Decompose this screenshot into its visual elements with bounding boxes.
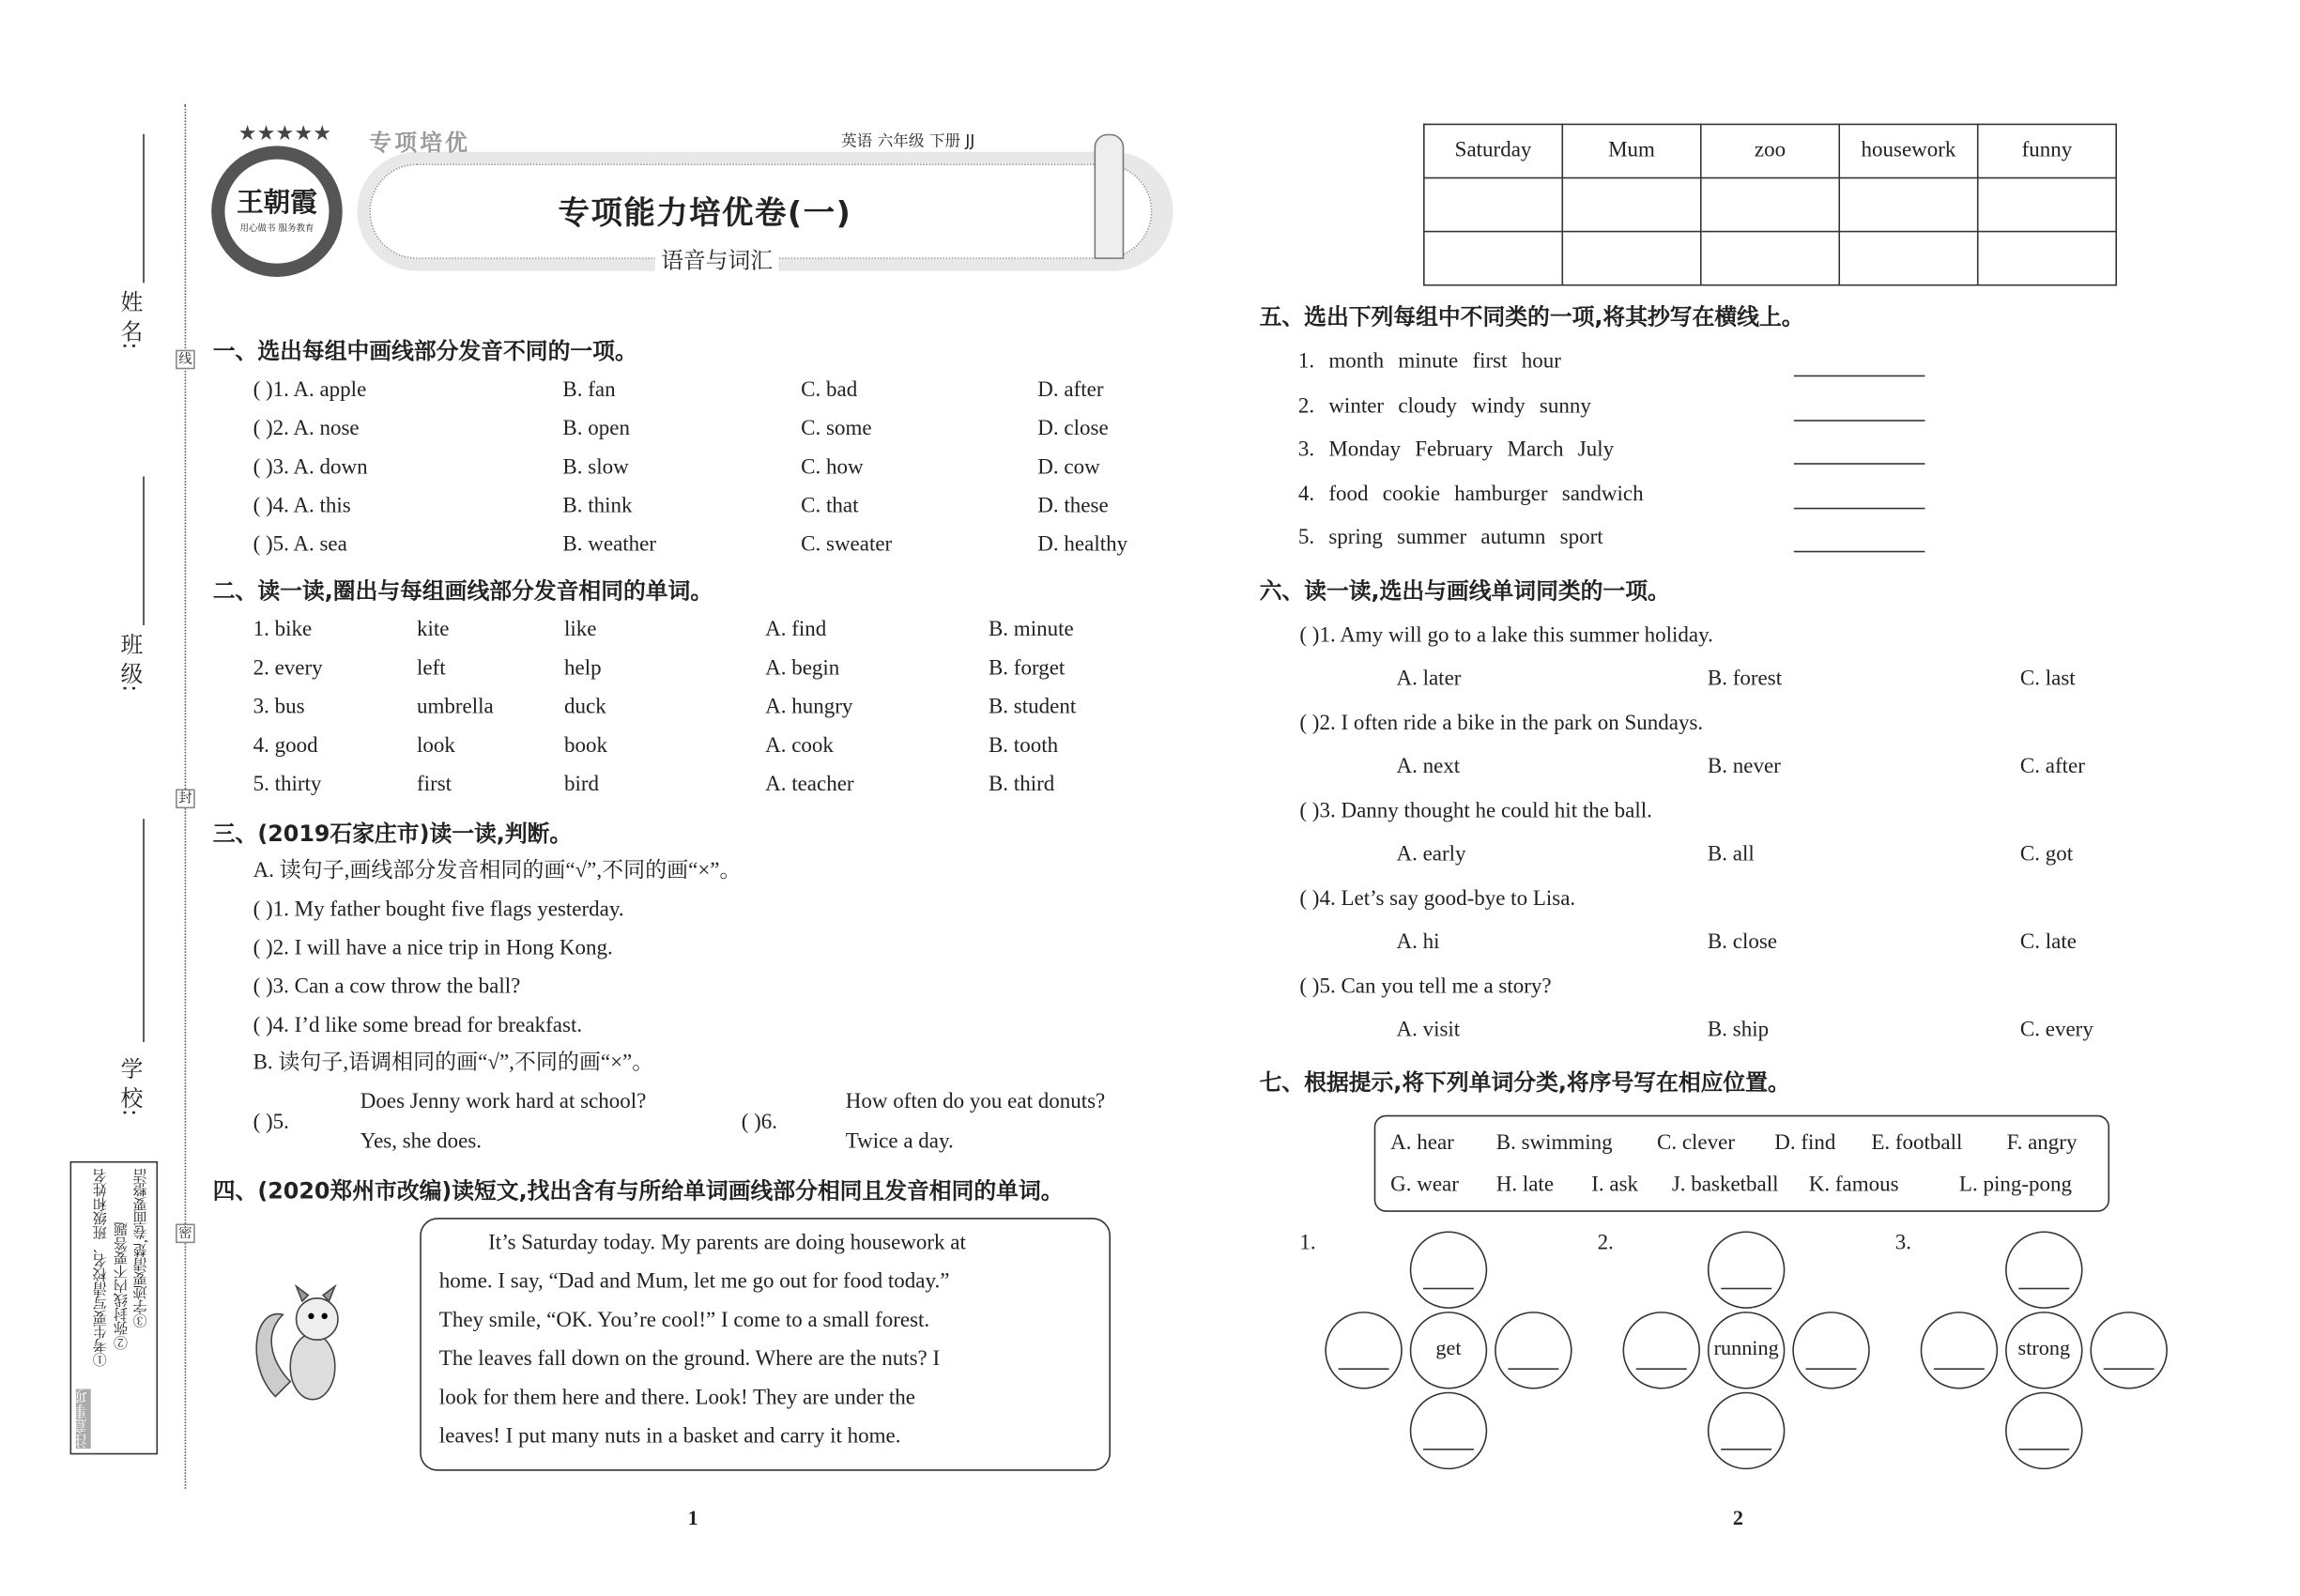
option[interactable]: A. visit xyxy=(1396,1018,1461,1043)
series-label: 专项培优 xyxy=(369,129,471,157)
answer-circle[interactable] xyxy=(1708,1392,1785,1469)
option[interactable]: C. some xyxy=(801,417,872,441)
option[interactable]: C. last xyxy=(2019,667,2076,691)
option[interactable]: A. next xyxy=(1396,755,1461,779)
word-bank-item: D. find xyxy=(1774,1131,1836,1156)
option[interactable]: B. all xyxy=(1707,842,1755,867)
word-bank-item: C. clever xyxy=(1656,1131,1736,1156)
answer-circle[interactable] xyxy=(1325,1312,1402,1389)
word-option[interactable]: B. student xyxy=(988,695,1077,719)
option[interactable]: B. weather xyxy=(562,532,657,558)
passage-line: They smile, “OK. You’re cool!” I come to a small forest. xyxy=(438,1308,930,1333)
answer-circle[interactable] xyxy=(1708,1231,1785,1308)
answer-circle[interactable] xyxy=(2005,1231,2082,1308)
answer-cell[interactable] xyxy=(1562,178,1700,232)
center-word: running xyxy=(1708,1312,1785,1389)
table-header: Mum xyxy=(1562,124,1700,177)
group-number: 3. xyxy=(1894,1231,1911,1255)
option[interactable]: C. how xyxy=(801,455,864,480)
question-option: ( )5. A. sea xyxy=(253,532,347,558)
answer-cell[interactable] xyxy=(1978,232,2116,285)
word-option[interactable]: A. begin xyxy=(765,656,840,681)
question: ( )4. Let’s say good-bye to Lisa. xyxy=(1299,887,1576,912)
odd-one-item: 3. Monday February March July xyxy=(1297,437,1615,462)
answer-blank[interactable] xyxy=(1794,419,1925,421)
question-option: ( )4. A. this xyxy=(253,494,351,518)
word-option: 1. bike xyxy=(253,618,313,642)
table-header: Saturday xyxy=(1424,124,1562,177)
section-heading: 二、读一读,圈出与每组画线部分发音相同的单词。 xyxy=(212,577,713,605)
notice-title: 注意事项 xyxy=(74,1389,91,1449)
answer-circle[interactable] xyxy=(2090,1312,2167,1389)
judge-item: ( )1. My father bought five flags yesterday. xyxy=(253,898,624,922)
dialog-line: Does Jenny work hard at school? xyxy=(360,1089,647,1114)
dialog-line: Yes, she does. xyxy=(360,1129,483,1154)
answer-cell[interactable] xyxy=(1424,232,1562,285)
question-option: ( )1. A. apple xyxy=(253,377,367,403)
word-option: left xyxy=(417,656,446,681)
option[interactable]: C. got xyxy=(2019,842,2074,867)
lighthouse-icon xyxy=(1095,134,1125,259)
judge-item: ( )6. xyxy=(741,1111,778,1135)
word-option: first xyxy=(417,773,452,797)
word-option[interactable]: B. minute xyxy=(988,618,1074,642)
option[interactable]: B. ship xyxy=(1707,1018,1770,1043)
answer-cell[interactable] xyxy=(1839,232,1977,285)
word-bank-item: H. late xyxy=(1495,1173,1555,1197)
option[interactable]: B. close xyxy=(1707,930,1777,955)
option[interactable]: C. every xyxy=(2019,1018,2093,1043)
dialog-line: How often do you eat donuts? xyxy=(845,1089,1106,1114)
section-heading: 四、(2020郑州市改编)读短文,找出含有与所给单词画线部分相同且发音相同的单词。 xyxy=(212,1177,1064,1205)
option[interactable]: D. these xyxy=(1037,494,1109,518)
option[interactable]: C. late xyxy=(2019,930,2077,955)
option[interactable]: D. healthy xyxy=(1037,532,1128,558)
answer-cell[interactable] xyxy=(1978,178,2116,232)
word-option: 2. every xyxy=(253,656,323,681)
odd-one-item: 4. food cookie hamburger sandwich xyxy=(1297,482,1644,506)
odd-one-item: 2. winter cloudy windy sunny xyxy=(1297,393,1591,418)
question-option: ( )3. A. down xyxy=(253,455,368,480)
answer-cell[interactable] xyxy=(1701,178,1839,232)
seal-char: 密 xyxy=(176,1224,195,1244)
option[interactable]: D. cow xyxy=(1037,455,1100,480)
table-header: zoo xyxy=(1701,124,1839,177)
word-option[interactable]: B. forget xyxy=(988,656,1066,681)
option[interactable]: B. open xyxy=(562,417,630,441)
word-option: help xyxy=(564,656,602,681)
passage-line: home. I say, “Dad and Mum, let me go out for food today.” xyxy=(438,1269,950,1295)
word-option[interactable]: A. teacher xyxy=(765,773,854,797)
answer-circle[interactable] xyxy=(1410,1392,1487,1469)
answer-circle[interactable] xyxy=(1495,1312,1572,1389)
answer-circle[interactable] xyxy=(1921,1312,1998,1389)
seal-char: 线 xyxy=(176,350,195,370)
passage-line: The leaves fall down on the ground. Where are the nuts? I xyxy=(438,1347,941,1372)
word-option[interactable]: A. hungry xyxy=(765,695,853,719)
word-option[interactable]: B. tooth xyxy=(988,733,1059,759)
answer-circle[interactable] xyxy=(1623,1312,1700,1389)
answer-blank[interactable] xyxy=(1794,551,1925,553)
page-subtitle: 语音与词汇 xyxy=(655,250,779,272)
group-number: 2. xyxy=(1597,1231,1614,1255)
word-table xyxy=(1423,124,2117,286)
word-bank-item: K. famous xyxy=(1808,1173,1899,1197)
word-bank-item: J. basketball xyxy=(1671,1173,1779,1197)
center-word: get xyxy=(1410,1312,1487,1389)
subject-info: 英语 六年级 下册 JJ xyxy=(840,132,975,151)
word-bank xyxy=(1374,1115,2109,1212)
option[interactable]: B. forest xyxy=(1707,667,1783,691)
word-option: 5. thirty xyxy=(253,773,322,797)
page-number: 1 xyxy=(687,1508,698,1531)
answer-blank[interactable] xyxy=(1794,376,1925,377)
instruction: A. 读句子,画线部分发音相同的画“√”,不同的画“×”。 xyxy=(253,859,742,883)
option[interactable]: C. bad xyxy=(801,377,858,403)
word-option: umbrella xyxy=(417,695,494,719)
section-heading: 六、读一读,选出与画线单词同类的一项。 xyxy=(1259,577,1670,605)
section-heading: 三、(2019石家庄市)读一读,判断。 xyxy=(212,820,573,848)
word-bank-item: B. swimming xyxy=(1495,1131,1613,1156)
question: ( )2. I often ride a bike in the park on Sundays. xyxy=(1299,712,1704,736)
word-option: duck xyxy=(564,695,606,719)
word-option[interactable]: A. cook xyxy=(765,733,834,759)
table-header: housework xyxy=(1839,124,1977,177)
option[interactable]: A. later xyxy=(1396,667,1462,691)
notice-item: ③字迹要清楚,卷面要整洁 xyxy=(135,1168,151,1328)
answer-circle[interactable] xyxy=(1410,1231,1487,1308)
word-bank-item: G. wear xyxy=(1390,1173,1459,1197)
option[interactable]: C. after xyxy=(2019,755,2085,779)
judge-item: ( )3. Can a cow throw the ball? xyxy=(253,974,521,1000)
question: ( )5. Can you tell me a story? xyxy=(1299,974,1552,1000)
question: ( )1. Amy will go to a lake this summer holiday. xyxy=(1299,623,1713,648)
word-option: bird xyxy=(564,773,600,797)
option[interactable]: B. fan xyxy=(562,377,616,403)
passage-line: It’s Saturday today. My parents are doing housework at xyxy=(488,1231,966,1255)
answer-cell[interactable] xyxy=(1701,232,1839,285)
answer-blank[interactable] xyxy=(1794,507,1925,509)
name-field[interactable] xyxy=(143,134,145,284)
option[interactable]: C. sweater xyxy=(801,532,893,558)
word-option[interactable]: B. third xyxy=(988,773,1055,797)
word-option[interactable]: A. find xyxy=(765,618,827,642)
group-number: 1. xyxy=(1299,1231,1316,1255)
option[interactable]: B. never xyxy=(1707,755,1781,779)
question: ( )3. Danny thought he could hit the ball. xyxy=(1299,799,1652,823)
word-option: 3. bus xyxy=(253,695,305,719)
brand-name: 王朝霞 xyxy=(237,187,317,218)
center-word: strong xyxy=(2005,1312,2082,1389)
page-number: 2 xyxy=(1732,1508,1743,1531)
option[interactable]: A. hi xyxy=(1396,930,1440,955)
judge-item: ( )5. xyxy=(253,1111,289,1135)
notice-item: ①考生要写清校名、班级和姓名 xyxy=(95,1168,111,1367)
dialog-line: Twice a day. xyxy=(845,1129,954,1154)
squirrel-icon xyxy=(246,1278,365,1412)
page-title: 专项能力培优卷(一) xyxy=(558,194,852,231)
brand-slogan: 用心做书 服务教育 xyxy=(239,223,314,234)
answer-cell[interactable] xyxy=(1562,232,1700,285)
option[interactable]: B. think xyxy=(562,494,633,518)
odd-one-item: 5. spring summer autumn sport xyxy=(1297,525,1603,550)
notice-box xyxy=(70,1161,159,1454)
seal-char: 封 xyxy=(176,789,195,808)
option[interactable]: D. after xyxy=(1037,377,1104,403)
judge-item: ( )4. I’d like some bread for breakfast. xyxy=(253,1013,583,1038)
name-label: 姓 名: xyxy=(117,290,145,350)
table-header: funny xyxy=(1978,124,2116,177)
answer-blank[interactable] xyxy=(1794,463,1925,465)
notice-item: ②弥封线内不要答题 xyxy=(115,1221,131,1350)
stars-icon: ★★★★★ xyxy=(238,123,332,146)
word-bank-item: L. ping-pong xyxy=(1958,1173,2072,1197)
class-field[interactable] xyxy=(143,476,145,625)
word-option: book xyxy=(564,733,608,759)
option[interactable]: D. close xyxy=(1037,417,1109,441)
question-option: ( )2. A. nose xyxy=(253,417,360,441)
instruction: B. 读句子,语调相同的画“√”,不同的画“×”。 xyxy=(253,1051,654,1075)
option[interactable]: C. that xyxy=(801,494,859,518)
odd-one-item: 1. month minute first hour xyxy=(1297,349,1561,375)
school-label: 学 校: xyxy=(117,1056,145,1117)
school-field[interactable] xyxy=(143,819,145,1042)
word-option: look xyxy=(417,733,455,759)
judge-item: ( )2. I will have a nice trip in Hong Kong. xyxy=(253,936,613,960)
word-option: like xyxy=(564,618,597,642)
option[interactable]: A. early xyxy=(1396,842,1466,867)
section-heading: 五、选出下列每组中不同类的一项,将其抄写在横线上。 xyxy=(1259,303,1804,331)
word-bank-item: E. football xyxy=(1871,1131,1963,1156)
answer-cell[interactable] xyxy=(1424,178,1562,232)
section-heading: 七、根据提示,将下列单词分类,将序号写在相应位置。 xyxy=(1259,1068,1790,1097)
option[interactable]: B. slow xyxy=(562,455,629,480)
brand-logo xyxy=(211,146,343,277)
answer-cell[interactable] xyxy=(1839,178,1977,232)
answer-circle[interactable] xyxy=(1792,1312,1869,1389)
answer-circle[interactable] xyxy=(2005,1392,2082,1469)
word-bank-item: F. angry xyxy=(2006,1131,2078,1156)
word-bank-item: I. ask xyxy=(1591,1173,1639,1197)
section-heading: 一、选出每组中画线部分发音不同的一项。 xyxy=(212,337,637,365)
passage-line: leaves! I put many nuts in a basket and carry it home. xyxy=(438,1424,901,1449)
passage-line: look for them here and there. Look! They are under the xyxy=(438,1386,915,1410)
word-option: kite xyxy=(417,618,450,642)
word-option: 4. good xyxy=(253,733,318,759)
passage-box xyxy=(420,1218,1111,1471)
word-bank-item: A. hear xyxy=(1390,1131,1454,1156)
class-label: 班 级: xyxy=(117,632,145,693)
